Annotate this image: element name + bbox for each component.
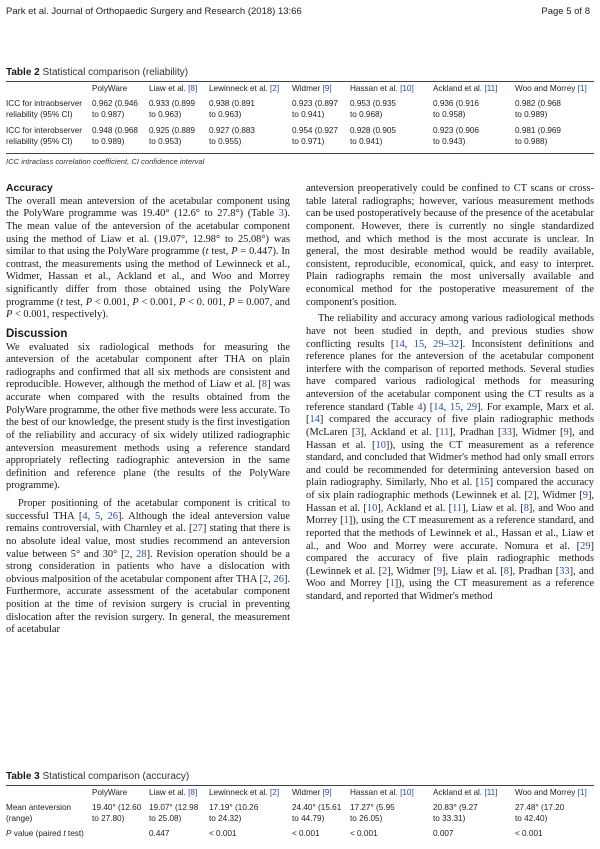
table2-cell: 0.925 (0.889 to 0.953) bbox=[149, 126, 195, 146]
table3-cell: 0.007 bbox=[433, 829, 454, 838]
table2-cell: 0.938 (0.891 to 0.963) bbox=[209, 99, 255, 119]
table2-footnote: ICC intraclass correlation coefficient, CI confidence interval bbox=[6, 157, 205, 166]
table3-row-label: Mean anteversion (range) bbox=[6, 803, 72, 823]
table3-cell: 27.48° (17.20 to 42.40) bbox=[515, 803, 565, 823]
table3-cell: 17.27° (5.95 to 26.05) bbox=[350, 803, 395, 823]
table2-bottom-rule bbox=[6, 153, 594, 154]
accuracy-paragraph: The overall mean anteversion of the acetabular component using the PolyWare programme was 19.40° (12.6° to 27.8°) (Table 3). The mean value of the anteversion of the acetabular component using the method of Liaw et al. (19.07°, 12.98° to 25.08°) was similar to that using the PolyWare programme (t test, P = 0.447). In contrast, the measurements using the method of Lewinneck et al., Widmer, Hassan et al., Ackland et al., and Woo and Morrey significantly differ from those obtained using the PolyWare programme (t test, P < 0.001, P < 0.001, P < 0. 001, P = 0.007, and P < 0.001, respectively). bbox=[6, 195, 290, 321]
discussion-paragraph-2: Proper positioning of the acetabular component is critical to successful THA [4, 5, 26]. Although the ideal anteversion value remains controversial, with Charnley et al. [27] stating that there is no absolute ideal value, most studies recommend an anteversion value between 5° and 30° [2, 28]. Revision operation should be a strong consideration in patients who have a dislocation with obvious malposition of the acetabular component after THA [2, 26]. Furthermore, accurate assessment of the acetabular component position at the time of revision surgery is crucial in preventing dislocation after the revision surgery. In general, the measurement of acetabular bbox=[6, 498, 290, 636]
table2-column-header: Woo and Morrey [1] bbox=[515, 84, 587, 93]
table2-cell: 0.927 (0.883 to 0.955) bbox=[209, 126, 255, 146]
table2-column-header: Ackland et al. [11] bbox=[433, 84, 498, 93]
table3-column-header: Lewinneck et al. [2] bbox=[209, 788, 280, 797]
table2-column-header: Liaw et al. [8] bbox=[149, 84, 198, 93]
table3-cell: 20.83° (9.27 to 33.31) bbox=[433, 803, 478, 823]
page-number: Page 5 of 8 bbox=[541, 6, 590, 17]
table2-cell: 0.981 (0.969 to 0.988) bbox=[515, 126, 561, 146]
accuracy-heading: Accuracy bbox=[6, 183, 53, 194]
table2-cell: 0.962 (0.946 to 0.987) bbox=[92, 99, 138, 119]
table2 bbox=[6, 82, 594, 152]
table2-cell: 0.948 (0.968 to 0.989) bbox=[92, 126, 138, 146]
table3-cell: < 0.001 bbox=[292, 829, 320, 838]
table3-column-header: Hassan et al. [10] bbox=[350, 788, 414, 797]
table3-column-header: PolyWare bbox=[92, 788, 128, 797]
table3-cell: 0.447 bbox=[149, 829, 170, 838]
table2-cell: 0.928 (0.905 to 0.941) bbox=[350, 126, 396, 146]
table2-cell: 0.923 (0.897 to 0.941) bbox=[292, 99, 338, 119]
table3-caption-text: Statistical comparison (accuracy) bbox=[42, 771, 190, 782]
table2-cell: 0.936 (0.916 to 0.958) bbox=[433, 99, 479, 119]
right-column bbox=[306, 183, 594, 604]
table2-cell: 0.923 (0.906 to 0.943) bbox=[433, 126, 479, 146]
table3 bbox=[6, 786, 594, 846]
table3-cell: < 0.001 bbox=[515, 829, 543, 838]
table2-column-header: Hassan et al. [10] bbox=[350, 84, 414, 93]
table3-label: Table 3 bbox=[6, 771, 40, 782]
table3-caption bbox=[6, 771, 189, 782]
table2-row-label: ICC for intraobserver reliability (95% CI) bbox=[6, 99, 82, 119]
table3-column-header: Ackland et al. [11] bbox=[433, 788, 498, 797]
table3-cell: 17.19° (10.26 to 24.32) bbox=[209, 803, 259, 823]
table2-row-label: ICC for interobserver reliability (95% CI) bbox=[6, 126, 82, 146]
table3-cell: 19.40° (12.60 to 27.80) bbox=[92, 803, 142, 823]
table2-column-header: Widmer [9] bbox=[292, 84, 332, 93]
table3-column-header: Widmer [9] bbox=[292, 788, 332, 797]
table3-row-label: P value (paired t test) bbox=[6, 829, 84, 838]
table3-column-header: Woo and Morrey [1] bbox=[515, 788, 587, 797]
left-column bbox=[6, 183, 290, 637]
right-paragraph-1: anteversion preoperatively could be confined to CT scans or cross-table lateral radiographs; however, various measurement methods can be used postoperatively because of the presence of the acetabular component. However, there is currently no single standardized method, and which method is the most accurate is unclear. In general, the most desirable method would be readily available, consistent, reproducible, economical, quick, and easy to interpret. Plain radiographs remain the most universally available and economical method for the postoperative measurement of the component's position. bbox=[306, 183, 594, 308]
table2-cell: 0.954 (0.927 to 0.971) bbox=[292, 126, 338, 146]
running-header: Park et al. Journal of Orthopaedic Surgery and Research (2018) 13:66 bbox=[6, 6, 302, 17]
table3-cell: 24.40° (15.61 to 44.79) bbox=[292, 803, 342, 823]
right-paragraph-2: The reliability and accuracy among various radiological methods have not been studied in depth, and previous studies show conflicting results [14, 15, 29–32]. Inconsistent definitions and reference planes for the anteversion of the acetabular component interfere with the comparison of reported methods. Several studies have compared various radiological methods for measuring anteversion of the acetabular component using the CT results as a reference standard (Table 4) [14, 15, 29]. For example, Marx et al. [14] compared the accuracy of five plain radiographic methods (McLaren [3], Ackland et al. [11], Pradhan [33], Widmer [9], and Hassan et al. [10]), using the CT measurement as a reference standard, and concluded that Widmer's method had only small errors and could be recommended for determining anteversion based on plain radiography. Similarly, Nho et al. [15] compared the accuracy of six plain radiographic methods (Lewinnek et al. [2], Widmer [9], Hassan et al. [10], Ackland et al. [11], Liaw et al. [8], and Woo and Morrey [1]), using the CT measurement as a reference standard, and reported that the methods of Lewinnek et al., Hassan et al., Liaw et al., and Woo and Morrey were accurate. Nomura et al. [29] compared the accuracy of five plain radiographic methods (Lewinnek et al. [2], Widmer [9], Liaw et al. [8], Pradhan [33], and Woo and Morrey [1]), using the CT measurement as a reference standard, and reported that Widmer's method bbox=[306, 313, 595, 602]
table2-cell: 0.933 (0.899 to 0.963) bbox=[149, 99, 195, 119]
table2-cell: 0.982 (0.968 to 0.989) bbox=[515, 99, 561, 119]
table3-cell: < 0.001 bbox=[350, 829, 378, 838]
table2-column-header: Lewinneck et al. [2] bbox=[209, 84, 280, 93]
table3-column-header: Liaw et al. [8] bbox=[149, 788, 198, 797]
table3-cell: 19.07° (12.98 to 25.08) bbox=[149, 803, 199, 823]
discussion-heading: Discussion bbox=[6, 327, 68, 340]
table3-cell: < 0.001 bbox=[209, 829, 237, 838]
table2-cell: 0.953 (0.935 to 0.968) bbox=[350, 99, 396, 119]
table2-caption-text: Statistical comparison (reliability) bbox=[42, 67, 189, 78]
table2-label: Table 2 bbox=[6, 67, 40, 78]
table2-caption bbox=[6, 67, 188, 78]
table2-column-header: PolyWare bbox=[92, 84, 128, 93]
discussion-paragraph-1: We evaluated six radiological methods for measuring the anteversion of the acetabular component after THA on plain radiographs and confirmed that all six methods are consistent and reproducible. However, although the method of Liaw et al. [8] was accurate when compared with the results obtained from the PolyWare programme, the other five methods were less accurate. To the best of our knowledge, the present study is the first investigation of the reliability and accuracy of six widely utilized radiographic anteversion measurement methods using a reference standard appropriately reflecting radiographic anteversion in the same definition and reference plane (the results of the PolyWare programme). bbox=[6, 341, 290, 492]
